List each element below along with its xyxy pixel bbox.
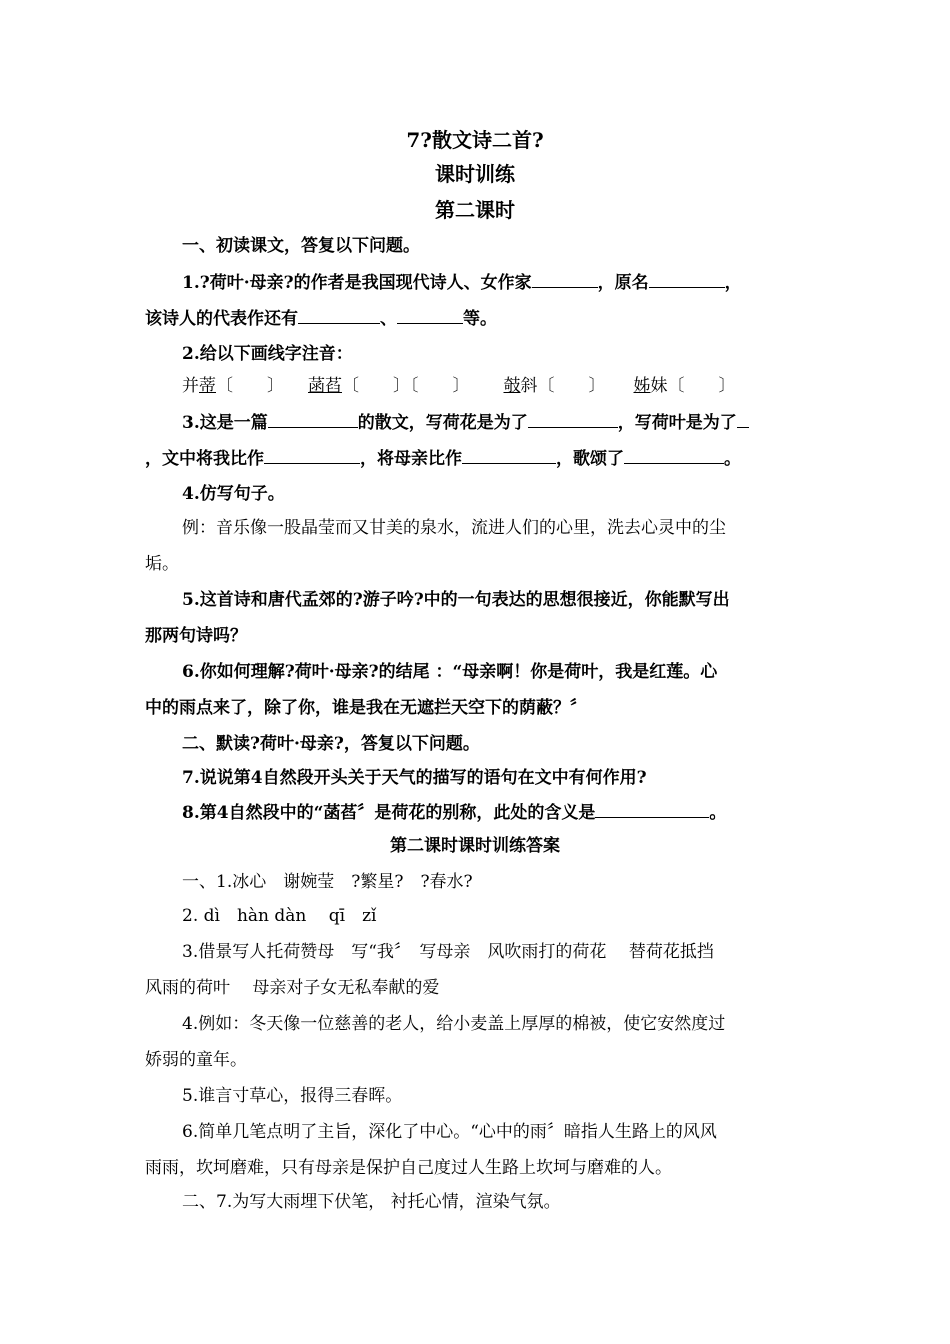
answer-4-line1: 4.例如：冬天像一位慈善的老人，给小麦盖上厚厚的棉被，使它安然度过 [182,1014,726,1034]
answer-blank [268,410,358,428]
answer-3-line1: 3.借景写人托荷赞母 写“我〞 写母亲 风吹雨打的荷花 替荷花抵挡 [182,942,714,962]
q3-text: ，文中将我比作 [145,449,264,469]
answer-blank [737,410,749,428]
q2-item: 姊妹〔 〕 [633,376,736,396]
q8-text: 。 [709,803,727,823]
q3-text: 3.这是一篇 [182,413,268,433]
answer-blank [532,270,598,288]
answer-2: 2. dì hàn dàn qī zǐ [182,906,377,926]
question-1-line2 [145,306,810,331]
answer-blank [528,410,618,428]
question-4: 4.仿写句子。 [182,484,285,504]
q2-item: 并蒂〔 〕 [182,376,284,396]
answer-blank [397,306,463,324]
q1-text: ， [724,273,742,293]
question-3-line2 [145,446,810,471]
q8-text: 8.第4自然段中的“菡萏〞是荷花的别称，此处的含义是 [182,803,596,823]
q1-text: 1.?荷叶·母亲?的作者是我国现代诗人、女作家 [182,273,532,293]
q3-text: ，歌颂了 [556,449,624,469]
answer-blank [264,446,360,464]
answer-4-line2: 娇弱的童年。 [145,1050,247,1070]
q1-text: 等。 [463,309,497,329]
q3-text: 。 [724,449,741,469]
q3-text: ，将母亲比作 [360,449,462,469]
q1-text: 该诗人的代表作还有 [145,309,298,329]
question-6-line2: 中的雨点来了，除了你，谁是我在无遮拦天空下的荫蔽？〞 [145,698,587,718]
question-4-example-cont: 垢。 [145,554,179,574]
q1-text: ，原名 [597,273,649,293]
question-3-line1 [182,410,810,435]
answer-blank [462,446,556,464]
answer-7: 二、7.为写大雨埋下伏笔， 衬托心情，渲染气氛。 [182,1192,561,1212]
answer-blank [298,306,380,324]
question-2: 2.给以下画线字注音： [182,344,353,364]
q2-item: 菡萏〔 〕〔 〕 [308,376,470,396]
doc-subtitle: 课时训练 [435,162,515,186]
answer-5: 5.谁言寸草心，报得三春晖。 [182,1086,403,1106]
answer-6-line1: 6.简单几笔点明了主旨，深化了中心。“心中的雨〞暗指人生路上的风风 [182,1122,717,1142]
q3-text: 的散文，写荷花是为了 [357,413,528,433]
question-6-line1: 6.你如何理解?荷叶·母亲?的结尾 ：“母亲啊！你是荷叶，我是红莲。心 [182,662,718,682]
answer-6-line2: 雨雨，坎坷磨难，只有母亲是保护自己度过人生路上坎坷与磨难的人。 [145,1158,672,1178]
doc-title: 7?散文诗二首? [406,128,544,152]
answer-blank [649,270,725,288]
question-2-items [182,374,810,398]
q1-text: 、 [380,309,397,329]
question-5-line1: 5.这首诗和唐代孟郊的?游子吟?中的一句表达的思想很接近，你能默写出 [182,590,730,610]
question-7: 7.说说第4自然段开头关于天气的描写的语句在文中有何作用? [182,768,647,788]
answer-3-line2: 风雨的荷叶 母亲对子女无私奉献的爱 [145,978,440,998]
question-1-line1 [182,270,810,295]
answers-title: 第二课时课时训练答案 [390,836,560,856]
part2-heading: 二、默读?荷叶·母亲?，答复以下问题。 [182,734,480,754]
answer-blank [624,446,724,464]
q3-text: ，写荷叶是为了 [617,413,737,433]
question-8 [182,800,810,825]
question-5-line2: 那两句诗吗？ [145,626,247,646]
lesson-title: 第二课时 [435,198,515,222]
q2-item: 攲斜〔 〕 [503,376,606,396]
answer-blank [595,800,709,818]
answer-1: 一、1.冰心 谢婉莹 ?繁星? ?春水? [182,872,473,892]
part1-heading: 一、初读课文，答复以下问题。 [182,236,420,256]
question-4-example: 例：音乐像一股晶莹而又甘美的泉水，流进人们的心里，洗去心灵中的尘 [182,518,726,538]
